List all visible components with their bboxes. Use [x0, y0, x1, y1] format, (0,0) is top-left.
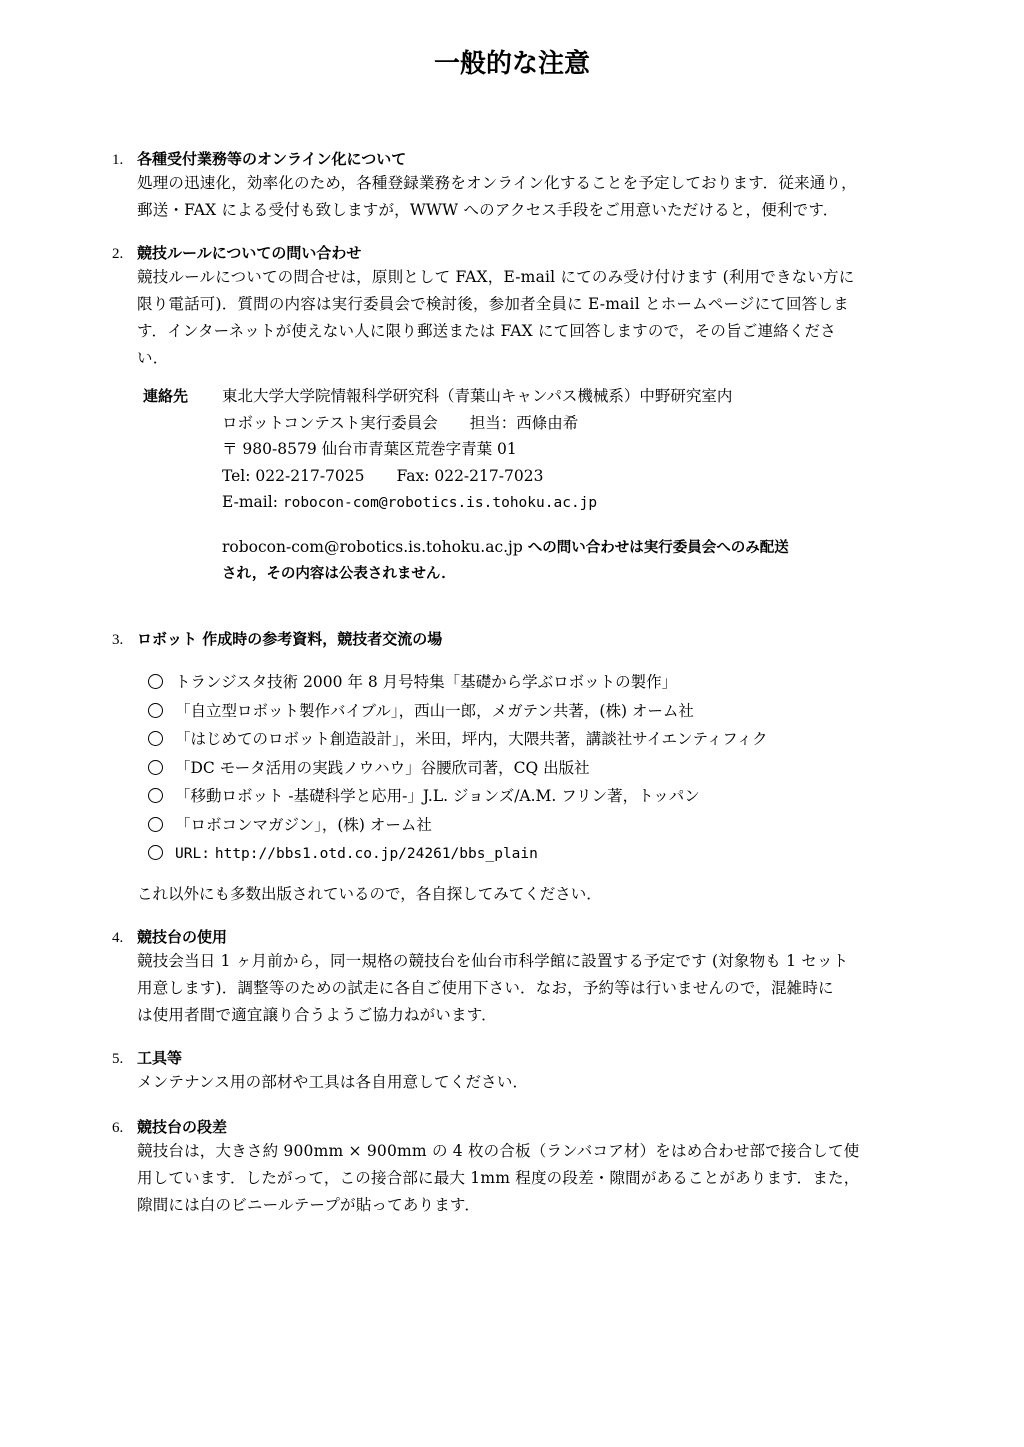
contact-email-label: E-mail: — [222, 493, 278, 511]
contact-person: 担当：西條由希 — [469, 413, 579, 432]
reference-item: 「ロボコンマガジン」，(株) オーム社 — [148, 813, 928, 842]
circle-bullet-icon — [148, 845, 163, 860]
section-heading — [112, 148, 952, 170]
section-number: 6. — [112, 1120, 124, 1136]
section-title: 競技台の段差 — [137, 1118, 228, 1136]
section-title: 工具等 — [137, 1049, 183, 1067]
circle-bullet-icon — [148, 760, 163, 775]
body-line: 処理の迅速化，効率化のため，各種登録業務をオンライン化することを予定しております．従来通り， — [137, 174, 857, 192]
section-body — [137, 1138, 942, 1219]
section-heading — [112, 242, 952, 264]
section-number: 5. — [112, 1051, 124, 1067]
section-body — [137, 948, 942, 1029]
section-2 — [112, 242, 952, 372]
body-line: 郵送・FAX による受付も致しますが，WWW へのアクセス手段をご用意いただけると，便利です． — [137, 201, 839, 219]
section-heading — [112, 1047, 952, 1069]
section-body — [137, 170, 942, 224]
contact-email-link[interactable]: robocon-com@robotics.is.tohoku.ac.jp — [282, 495, 598, 511]
circle-bullet-icon — [148, 731, 163, 746]
section-body — [137, 1069, 942, 1096]
section-number: 3. — [112, 632, 124, 648]
contact-tel: Tel: 022-217-7025 — [222, 466, 365, 485]
section-1 — [112, 148, 952, 224]
section-number: 4. — [112, 930, 124, 946]
note-text: され，その内容は公表されません． — [222, 566, 456, 582]
page-title: 一般的な注意 — [433, 49, 590, 79]
section-title: 各種受付業務等のオンライン化について — [137, 150, 407, 168]
section-3 — [112, 628, 952, 650]
contact-fax: Fax: 022-217-7023 — [396, 466, 544, 485]
section-5 — [112, 1047, 952, 1096]
body-line: 競技ルールについての問合せは，原則として FAX，E-mail にてのみ受け付けます (利用できない方に — [137, 268, 855, 286]
contact-email-line — [222, 490, 732, 517]
reference-item: 「DC モータ活用の実践ノウハウ」谷腰欣司著，CQ 出版社 — [148, 756, 928, 785]
reference-item: 「移動ロボット -基礎科学と応用-」J.L. ジョンズ/A.M. フリン著，トッパン — [148, 784, 928, 813]
body-line: 競技台は，大きさ約 900mm × 900mm の 4 枚の合板（ランバコア材）をはめ合わせ部で接合して使 — [137, 1142, 860, 1160]
section-title: 競技台の使用 — [137, 928, 228, 946]
circle-bullet-icon — [148, 817, 163, 832]
contact-phone-line — [222, 464, 732, 491]
contact-address: 東北大学大学院情報科学研究科（青葉山キャンパス機械系）中野研究室内 — [222, 387, 733, 405]
reference-url-item — [148, 841, 928, 870]
body-line: 用意します)．調整等のための試走に各自ご使用下さい．なお，予約等は行いませんので，混雑時に — [137, 979, 834, 997]
reference-item: 「自立型ロボット製作バイブル」，西山一郎，メガテン共著，(株) オーム社 — [148, 699, 928, 728]
body-line: い． — [137, 349, 169, 367]
reference-item: 「はじめてのロボット創造設計」，米田，坪内，大隈共著，講談社サイエンティフィク — [148, 727, 928, 756]
circle-bullet-icon — [148, 674, 163, 689]
section-heading — [112, 628, 952, 650]
body-line: 用しています．したがって，この接合部に最大 1mm 程度の段差・隙間があることがあります．また， — [137, 1169, 860, 1187]
section-title: 競技ルールについての問い合わせ — [137, 244, 362, 262]
body-line: 隙間には白のビニールテープが貼ってあります． — [137, 1196, 481, 1214]
section-6 — [112, 1116, 952, 1219]
body-line: メンテナンス用の部材や工具は各自用意してください． — [137, 1073, 529, 1091]
section-title: ロボット 作成時の参考資料，競技者交流の場 — [137, 630, 443, 648]
reference-item: トランジスタ技術 2000 年 8 月号特集「基礎から学ぶロボットの製作」 — [148, 670, 928, 699]
circle-bullet-icon — [148, 703, 163, 718]
url-link[interactable]: http://bbs1.otd.co.jp/24261/bbs_plain — [214, 846, 538, 862]
section-number: 2. — [112, 246, 124, 262]
body-line: 限り電話可)．質問の内容は実行委員会で検討後，参加者全員に E-mail とホームページにて回答しま — [137, 295, 849, 313]
section-heading — [112, 926, 952, 948]
contact-committee: ロボットコンテスト実行委員会 — [222, 413, 438, 432]
body-line: 競技会当日 1 ヶ月前から，同一規格の競技台を仙台市科学館に設置する予定です (対象物も 1 セット — [137, 952, 849, 970]
reference-list — [148, 670, 928, 870]
section-4 — [112, 926, 952, 1029]
body-line: は使用者間で適宜譲り合うようご協力ねがいます． — [137, 1006, 497, 1024]
contact-postal: 〒 980-8579 仙台市青葉区荒巻字青葉 01 — [222, 440, 517, 458]
body-line: す．インターネットが使えない人に限り郵送または FAX にて回答しますので，その旨ご連絡くださ — [137, 322, 836, 340]
section-body — [137, 264, 942, 372]
contact-committee-line — [222, 411, 732, 438]
section-number: 1. — [112, 152, 124, 168]
email-note — [222, 535, 922, 589]
section-heading — [112, 1116, 952, 1138]
circle-bullet-icon — [148, 788, 163, 803]
note-email-link[interactable]: robocon-com@robotics.is.tohoku.ac.jp — [222, 538, 523, 556]
url-label: URL: — [175, 846, 210, 862]
reference-closing: これ以外にも多数出版されているので，各自探してみてください． — [137, 885, 602, 903]
contact-label: 連絡先 — [143, 387, 189, 405]
note-text: への問い合わせは実行委員会へのみ配送 — [527, 540, 789, 556]
